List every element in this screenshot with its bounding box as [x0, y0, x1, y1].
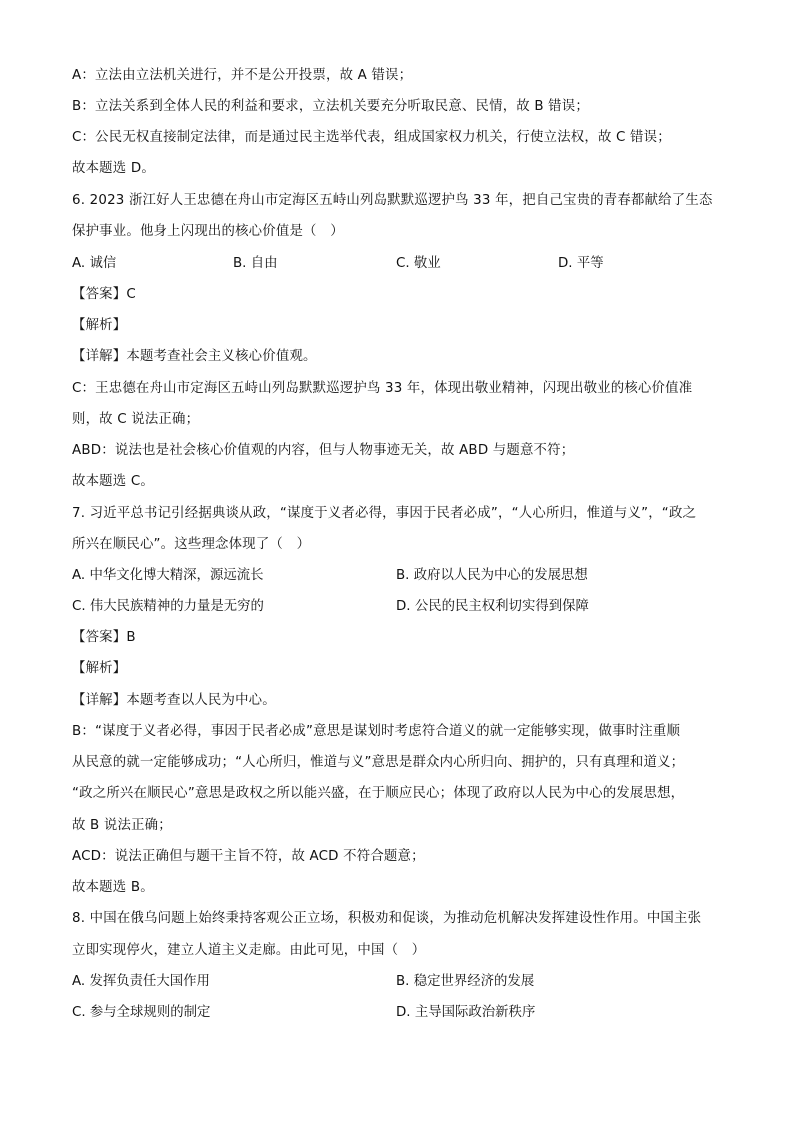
text-line: B：立法关系到全体人民的利益和要求，立法机关要充分听取民意、民情，故 B 错误；	[72, 99, 589, 114]
text-line: “政之所兴在顺民心”意思是政权之所以能兴盛，在于顺应民心；体现了政府以人民为中心的发展思想，	[72, 786, 685, 801]
text-line: 故本题选 D。	[72, 161, 155, 176]
text-line: 故本题选 B。	[72, 880, 154, 895]
answer-label: 【答案】B	[72, 630, 136, 645]
q8-option-d: D. 主导国际政治新秩序	[396, 1005, 536, 1020]
q6-option-b: B. 自由	[233, 256, 278, 271]
text-line: ACD：说法正确但与题干主旨不符，故 ACD 不符合题意；	[72, 849, 425, 864]
text-line: C：王忠德在舟山市定海区五峙山列岛默默巡逻护鸟 33 年，体现出敬业精神，闪现出敬业的核心价值准	[72, 381, 693, 396]
detail-text: 【详解】本题考查社会主义核心价值观。	[72, 349, 317, 364]
q7-option-d: D. 公民的民主权利切实得到保障	[396, 599, 589, 614]
q6-option-c: C. 敬业	[396, 256, 441, 271]
text-line: 从民意的就一定能够成功；“人心所归，惟道与义”意思是群众内心所归向、拥护的，只有真理和道义；	[72, 755, 685, 770]
text-line: B：“谋度于义者必得，事因于民者必成”意思是谋划时考虑符合道义的就一定能够实现，做事时注重顺	[72, 724, 681, 739]
text-line: 故 B 说法正确；	[72, 818, 172, 833]
q6-option-d: D. 平等	[558, 256, 604, 271]
question-8-stem: 立即实现停火，建立人道主义走廊。由此可见，中国（ ）	[72, 943, 426, 958]
q8-option-a: A. 发挥负责任大国作用	[72, 974, 210, 989]
question-7-stem: 7. 习近平总书记引经据典谈从政，“谋度于义者必得，事因于民者必成”，“人心所归，惟道与义”，“政之	[72, 506, 697, 521]
detail-text: 【详解】本题考查以人民为中心。	[72, 693, 276, 708]
text-line: 则，故 C 说法正确；	[72, 412, 200, 427]
text-line: C：公民无权直接制定法律，而是通过民主选举代表，组成国家权力机关，行使立法权，故 C 错误；	[72, 130, 671, 145]
analysis-label: 【解析】	[72, 661, 127, 676]
analysis-label: 【解析】	[72, 318, 127, 333]
question-7-stem: 所兴在顺民心”。这些理念体现了（ ）	[72, 537, 311, 552]
question-6-stem: 保护事业。他身上闪现出的核心价值是（ ）	[72, 224, 344, 239]
text-line: A：立法由立法机关进行，并不是公开投票，故 A 错误；	[72, 68, 413, 83]
q8-option-c: C. 参与全球规则的制定	[72, 1005, 211, 1020]
q8-option-b: B. 稳定世界经济的发展	[396, 974, 535, 989]
question-8-stem: 8. 中国在俄乌问题上始终秉持客观公正立场，积极劝和促谈，为推动危机解决发挥建设性作用。中国主张	[72, 911, 702, 926]
text-line: ABD：说法也是社会核心价值观的内容，但与人物事迹无关，故 ABD 与题意不符；	[72, 443, 575, 458]
question-6-stem: 6. 2023 浙江好人王忠德在舟山市定海区五峙山列岛默默巡逻护鸟 33 年，把自己宝贵的青春都献给了生态	[72, 193, 713, 208]
q7-option-a: A. 中华文化博大精深，源远流长	[72, 568, 264, 583]
answer-label: 【答案】C	[72, 287, 136, 302]
q7-option-b: B. 政府以人民为中心的发展思想	[396, 568, 588, 583]
text-line: 故本题选 C。	[72, 474, 154, 489]
q7-option-c: C. 伟大民族精神的力量是无穷的	[72, 599, 264, 614]
q6-option-a: A. 诚信	[72, 256, 117, 271]
